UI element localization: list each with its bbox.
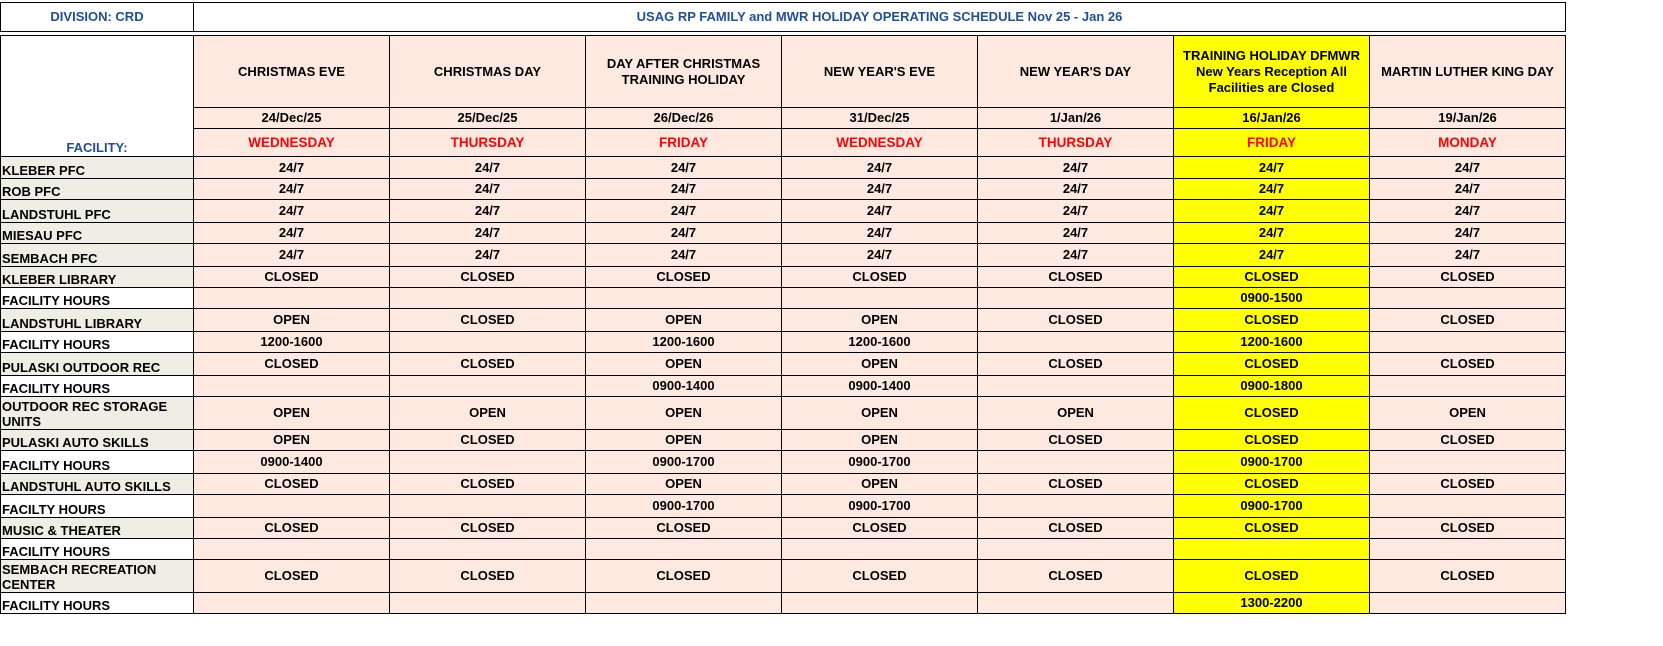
schedule-cell: OPEN (586, 430, 782, 451)
title-row (1, 3, 1663, 32)
blank-spacer (1566, 474, 1663, 495)
schedule-cell: OPEN (782, 430, 978, 451)
schedule-cell: CLOSED (782, 267, 978, 288)
schedule-cell: 24/7 (194, 244, 390, 267)
facility-name: KLEBER LIBRARY (1, 267, 194, 288)
blank-spacer (1566, 560, 1663, 593)
schedule-cell (1370, 332, 1566, 353)
schedule-cell: 1200-1600 (1174, 332, 1370, 353)
blank-spacer (1566, 430, 1663, 451)
schedule-cell (1370, 495, 1566, 518)
schedule-cell: CLOSED (1174, 309, 1370, 332)
blank-spacer (1566, 539, 1663, 560)
schedule-cell (1370, 539, 1566, 560)
facility-name: LANDSTUHL PFC (1, 200, 194, 223)
table-row (1, 451, 1663, 474)
schedule-cell: CLOSED (782, 560, 978, 593)
schedule-cell (978, 495, 1174, 518)
schedule-cell: CLOSED (1370, 518, 1566, 539)
schedule-cell: OPEN (782, 353, 978, 376)
holiday-date: 25/Dec/25 (390, 108, 586, 129)
blank-spacer (1566, 179, 1663, 200)
schedule-cell: 1200-1600 (194, 332, 390, 353)
holiday-weekday: MONDAY (1370, 129, 1566, 157)
table-row (1, 179, 1663, 200)
schedule-cell: CLOSED (1370, 353, 1566, 376)
schedule-cell: 24/7 (194, 223, 390, 244)
holiday-name: MARTIN LUTHER KING DAY (1370, 36, 1566, 108)
table-row (1, 309, 1663, 332)
schedule-cell: 24/7 (390, 223, 586, 244)
schedule-cell: 24/7 (390, 244, 586, 267)
facility-name: FACILITY HOURS (1, 593, 194, 614)
table-row (1, 223, 1663, 244)
schedule-cell: 24/7 (1174, 179, 1370, 200)
holiday-names-row (1, 36, 1663, 108)
schedule-cell (1370, 288, 1566, 309)
holiday-name: NEW YEAR'S DAY (978, 36, 1174, 108)
schedule-cell: 24/7 (782, 244, 978, 267)
facility-name: PULASKI OUTDOOR REC (1, 353, 194, 376)
schedule-cell: OPEN (586, 353, 782, 376)
schedule-cell: 24/7 (1370, 179, 1566, 200)
schedule-cell (586, 593, 782, 614)
page-title: USAG RP FAMILY and MWR HOLIDAY OPERATING SCHEDULE Nov 25 - Jan 26 (194, 3, 1566, 32)
schedule-cell: 24/7 (1370, 200, 1566, 223)
table-row (1, 332, 1663, 353)
schedule-cell: CLOSED (1174, 560, 1370, 593)
table-row (1, 430, 1663, 451)
schedule-cell: CLOSED (1174, 267, 1370, 288)
schedule-cell: CLOSED (194, 518, 390, 539)
schedule-cell (586, 539, 782, 560)
facility-name: KLEBER PFC (1, 157, 194, 179)
schedule-cell: OPEN (194, 309, 390, 332)
blank-spacer (1566, 518, 1663, 539)
schedule-cell: OPEN (390, 397, 586, 430)
schedule-cell (194, 288, 390, 309)
blank-spacer (1566, 36, 1663, 108)
facility-name: FACILTY HOURS (1, 495, 194, 518)
schedule-cell: CLOSED (1174, 397, 1370, 430)
schedule-cell: 24/7 (782, 157, 978, 179)
schedule-cell: OPEN (782, 397, 978, 430)
holiday-dates-row (1, 108, 1663, 129)
schedule-cell: 24/7 (1174, 223, 1370, 244)
blank-spacer (1566, 309, 1663, 332)
facility-name: MUSIC & THEATER (1, 518, 194, 539)
schedule-cell: CLOSED (1174, 430, 1370, 451)
schedule-cell: 24/7 (782, 179, 978, 200)
schedule-cell: 24/7 (1174, 157, 1370, 179)
schedule-cell: CLOSED (194, 267, 390, 288)
schedule-cell: CLOSED (194, 474, 390, 495)
blank-spacer (1566, 108, 1663, 129)
schedule-cell (194, 593, 390, 614)
blank-spacer (1566, 376, 1663, 397)
blank-spacer (1566, 200, 1663, 223)
division-label: DIVISION: CRD (1, 3, 194, 32)
schedule-cell: CLOSED (390, 518, 586, 539)
schedule-cell: 0900-1400 (782, 376, 978, 397)
facility-name: FACILITY HOURS (1, 539, 194, 560)
schedule-cell: 24/7 (390, 200, 586, 223)
table-row (1, 267, 1663, 288)
schedule-cell: 0900-1400 (194, 451, 390, 474)
schedule-cell: 0900-1800 (1174, 376, 1370, 397)
schedule-cell: CLOSED (390, 474, 586, 495)
blank-spacer (1566, 223, 1663, 244)
holiday-date: 16/Jan/26 (1174, 108, 1370, 129)
table-row (1, 560, 1663, 593)
schedule-cell: CLOSED (390, 353, 586, 376)
table-row (1, 376, 1663, 397)
schedule-cell (390, 332, 586, 353)
schedule-cell: 24/7 (390, 157, 586, 179)
facility-name: SEMBACH RECREATION CENTER (1, 560, 194, 593)
schedule-cell (390, 376, 586, 397)
schedule-cell: OPEN (782, 474, 978, 495)
schedule-cell: 24/7 (586, 200, 782, 223)
facility-header: FACILITY: (1, 36, 194, 157)
schedule-cell: 24/7 (1174, 244, 1370, 267)
table-row (1, 244, 1663, 267)
schedule-cell: CLOSED (1370, 267, 1566, 288)
table-row (1, 518, 1663, 539)
schedule-cell: 24/7 (194, 157, 390, 179)
holiday-name: NEW YEAR'S EVE (782, 36, 978, 108)
facility-name: FACILITY HOURS (1, 332, 194, 353)
schedule-cell (390, 495, 586, 518)
schedule-cell: CLOSED (978, 474, 1174, 495)
schedule-cell (978, 451, 1174, 474)
facility-name: LANDSTUHL LIBRARY (1, 309, 194, 332)
holiday-date: 31/Dec/25 (782, 108, 978, 129)
schedule-cell: OPEN (586, 309, 782, 332)
schedule-cell: 24/7 (782, 200, 978, 223)
holiday-name: TRAINING HOLIDAY DFMWR New Years Reception All Facilities are Closed (1174, 36, 1370, 108)
schedule-cell: 1200-1600 (782, 332, 978, 353)
schedule-cell: 1300-2200 (1174, 593, 1370, 614)
schedule-cell: CLOSED (1174, 474, 1370, 495)
schedule-cell: 24/7 (978, 179, 1174, 200)
facility-name: PULASKI AUTO SKILLS (1, 430, 194, 451)
schedule-table (0, 2, 1663, 614)
schedule-cell (978, 539, 1174, 560)
table-row (1, 397, 1663, 430)
schedule-cell: CLOSED (1174, 518, 1370, 539)
blank-spacer (1566, 3, 1663, 32)
schedule-cell: 24/7 (194, 200, 390, 223)
facility-name: FACILITY HOURS (1, 288, 194, 309)
schedule-cell: OPEN (978, 397, 1174, 430)
schedule-cell (194, 495, 390, 518)
schedule-cell: OPEN (782, 309, 978, 332)
blank-spacer (1566, 397, 1663, 430)
schedule-cell: CLOSED (1370, 560, 1566, 593)
holiday-date: 26/Dec/26 (586, 108, 782, 129)
schedule-cell (1370, 376, 1566, 397)
schedule-cell: CLOSED (1174, 353, 1370, 376)
schedule-cell: CLOSED (586, 560, 782, 593)
schedule-cell: CLOSED (978, 518, 1174, 539)
blank-spacer (1566, 451, 1663, 474)
blank-spacer (1566, 244, 1663, 267)
schedule-cell: OPEN (194, 430, 390, 451)
facility-name: OUTDOOR REC STORAGE UNITS (1, 397, 194, 430)
schedule-cell: OPEN (586, 474, 782, 495)
schedule-cell: CLOSED (978, 267, 1174, 288)
holiday-date: 24/Dec/25 (194, 108, 390, 129)
holiday-weekday: FRIDAY (1174, 129, 1370, 157)
schedule-cell: 24/7 (782, 223, 978, 244)
schedule-cell (782, 593, 978, 614)
facility-name: LANDSTUHL AUTO SKILLS (1, 474, 194, 495)
holiday-weekday: THURSDAY (390, 129, 586, 157)
holiday-date: 19/Jan/26 (1370, 108, 1566, 129)
blank-spacer (1566, 267, 1663, 288)
schedule-cell: 24/7 (978, 200, 1174, 223)
schedule-cell (390, 539, 586, 560)
schedule-cell: CLOSED (390, 267, 586, 288)
blank-spacer (1566, 157, 1663, 179)
schedule-cell: 0900-1700 (1174, 451, 1370, 474)
schedule-cell: CLOSED (1370, 474, 1566, 495)
table-row (1, 353, 1663, 376)
schedule-cell: 24/7 (1370, 244, 1566, 267)
schedule-cell: 0900-1400 (586, 376, 782, 397)
holiday-name: DAY AFTER CHRISTMAS TRAINING HOLIDAY (586, 36, 782, 108)
blank-spacer (1566, 495, 1663, 518)
schedule-cell: CLOSED (390, 430, 586, 451)
schedule-cell (390, 451, 586, 474)
table-row (1, 593, 1663, 614)
table-row (1, 157, 1663, 179)
table-row (1, 539, 1663, 560)
holiday-weekday: WEDNESDAY (194, 129, 390, 157)
schedule-cell (978, 288, 1174, 309)
schedule-cell: 0900-1700 (782, 495, 978, 518)
schedule-cell: 0900-1700 (586, 451, 782, 474)
blank-spacer (1566, 288, 1663, 309)
schedule-cell (1370, 451, 1566, 474)
schedule-cell (782, 288, 978, 309)
schedule-cell: 24/7 (586, 179, 782, 200)
schedule-cell (782, 539, 978, 560)
facility-name: SEMBACH PFC (1, 244, 194, 267)
schedule-cell: 24/7 (1370, 157, 1566, 179)
schedule-cell: 24/7 (586, 223, 782, 244)
schedule-cell: CLOSED (390, 309, 586, 332)
schedule-cell: CLOSED (978, 309, 1174, 332)
table-row (1, 288, 1663, 309)
schedule-cell: CLOSED (782, 518, 978, 539)
schedule-cell (390, 288, 586, 309)
schedule-cell: 0900-1700 (586, 495, 782, 518)
schedule-cell (978, 593, 1174, 614)
schedule-cell: OPEN (586, 397, 782, 430)
schedule-cell (194, 539, 390, 560)
table-row (1, 474, 1663, 495)
schedule-cell: 24/7 (390, 179, 586, 200)
schedule-cell: 24/7 (978, 244, 1174, 267)
facility-name: FACILITY HOURS (1, 376, 194, 397)
blank-spacer (1566, 353, 1663, 376)
schedule-cell (1174, 539, 1370, 560)
holiday-weekday: WEDNESDAY (782, 129, 978, 157)
facility-name: MIESAU PFC (1, 223, 194, 244)
schedule-cell: CLOSED (194, 560, 390, 593)
schedule-cell: CLOSED (1370, 309, 1566, 332)
schedule-cell: 24/7 (586, 157, 782, 179)
schedule-cell (390, 593, 586, 614)
holiday-name: CHRISTMAS DAY (390, 36, 586, 108)
holiday-weekday: FRIDAY (586, 129, 782, 157)
schedule-cell (586, 288, 782, 309)
schedule-cell: 24/7 (194, 179, 390, 200)
table-row (1, 495, 1663, 518)
facility-name: ROB PFC (1, 179, 194, 200)
schedule-cell: 24/7 (978, 157, 1174, 179)
schedule-cell: 24/7 (1370, 223, 1566, 244)
schedule-cell: 24/7 (586, 244, 782, 267)
schedule-cell: CLOSED (978, 353, 1174, 376)
schedule-cell: 0900-1700 (782, 451, 978, 474)
schedule-cell (1370, 593, 1566, 614)
schedule-cell: CLOSED (978, 560, 1174, 593)
schedule-cell: CLOSED (586, 267, 782, 288)
table-row (1, 200, 1663, 223)
schedule-cell: CLOSED (586, 518, 782, 539)
schedule-cell: CLOSED (1370, 430, 1566, 451)
schedule-cell: 0900-1500 (1174, 288, 1370, 309)
schedule-cell: OPEN (194, 397, 390, 430)
schedule-cell: OPEN (1370, 397, 1566, 430)
schedule-cell: 0900-1700 (1174, 495, 1370, 518)
blank-spacer (1566, 129, 1663, 157)
schedule-cell (194, 376, 390, 397)
holiday-weekday: THURSDAY (978, 129, 1174, 157)
facility-name: FACILITY HOURS (1, 451, 194, 474)
blank-spacer (1566, 332, 1663, 353)
holiday-name: CHRISTMAS EVE (194, 36, 390, 108)
holiday-days-row (1, 129, 1663, 157)
schedule-cell: CLOSED (194, 353, 390, 376)
schedule-cell: CLOSED (390, 560, 586, 593)
schedule-cell: 1200-1600 (586, 332, 782, 353)
schedule-cell (978, 332, 1174, 353)
schedule-cell: 24/7 (978, 223, 1174, 244)
schedule-cell (978, 376, 1174, 397)
blank-spacer (1566, 593, 1663, 614)
schedule-cell: 24/7 (1174, 200, 1370, 223)
holiday-date: 1/Jan/26 (978, 108, 1174, 129)
schedule-cell: CLOSED (978, 430, 1174, 451)
